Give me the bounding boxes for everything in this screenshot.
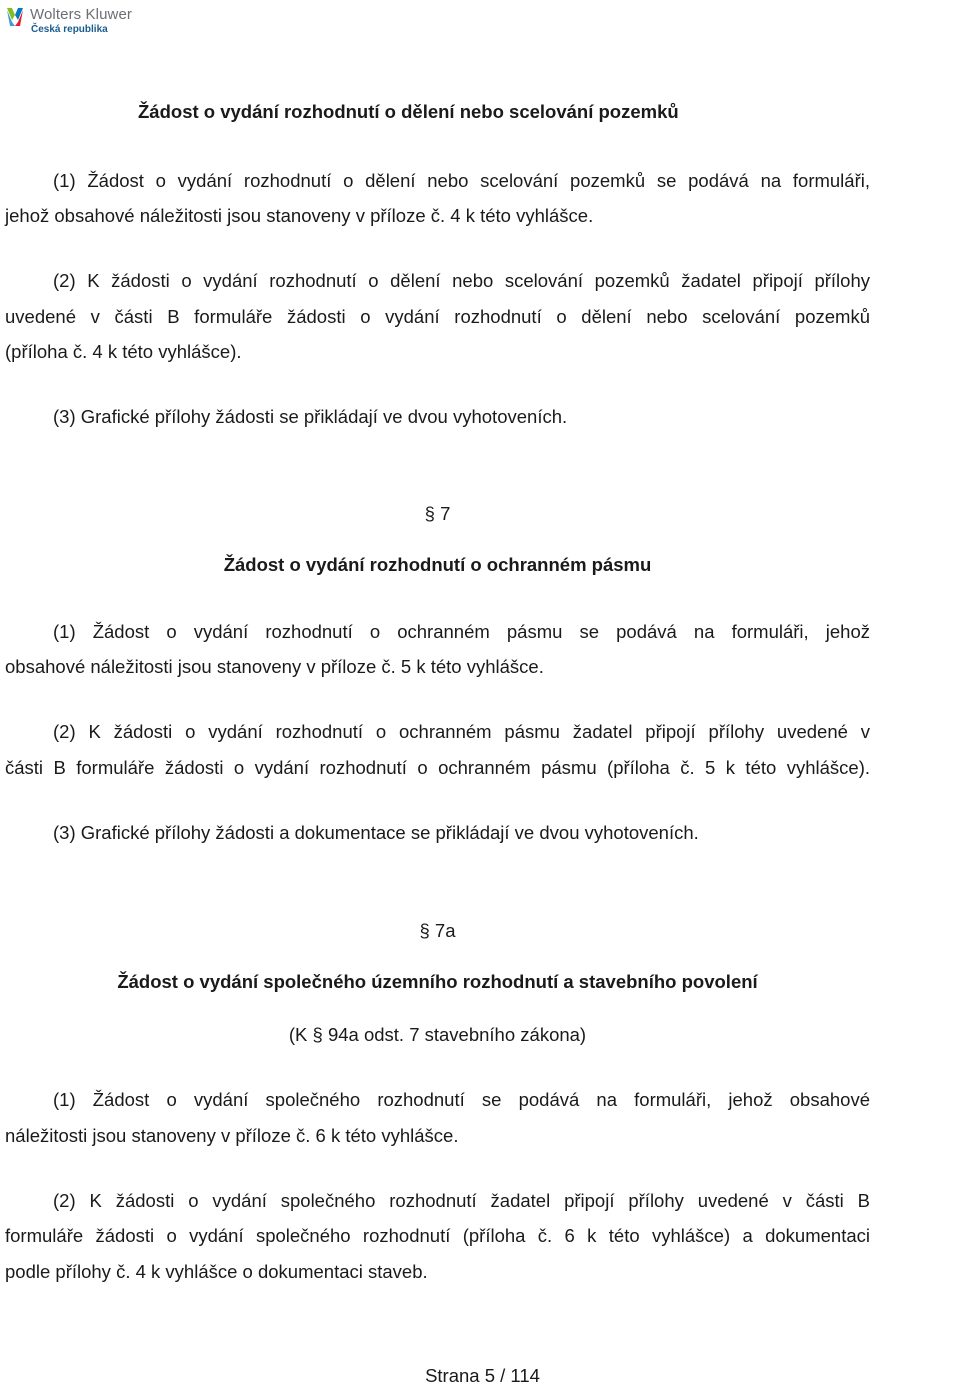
section-7a-p1-line1: (1) Žádost o vydání společného rozhodnutí se podává na formuláři, jehož obsahové (53, 1089, 870, 1110)
section-7a-number: § 7a (419, 920, 456, 941)
section-7-title: Žádost o vydání rozhodnutí o ochranném pásmu (223, 554, 652, 575)
publisher-logo (4, 4, 144, 36)
section-6-p3-line1: (3) Grafické přílohy žádosti se přikládají ve dvou vyhotoveních. (53, 406, 568, 427)
section-7-p1-line1: (1) Žádost o vydání rozhodnutí o ochranném pásmu se podává na formuláři, jehož (53, 621, 870, 642)
wolters-kluwer-logo-icon (4, 6, 26, 28)
section-7a-p2-line3: podle přílohy č. 4 k vyhlášce o dokumentaci staveb. (5, 1261, 428, 1282)
section-6-p1-line1: (1) Žádost o vydání rozhodnutí o dělení nebo scelování pozemků se podává na formuláři, (53, 170, 870, 191)
section-7a-p1-line2: náležitosti jsou stanoveny v příloze č. 6 k této vyhlášce. (5, 1125, 459, 1146)
section-7a-p2-line1: (2) K žádosti o vydání společného rozhodnutí žadatel připojí přílohy uvedené v části B (53, 1190, 870, 1211)
section-7-p1-line2: obsahové náležitosti jsou stanoveny v příloze č. 5 k této vyhlášce. (5, 656, 544, 677)
logo-name: Wolters Kluwer (30, 6, 132, 23)
section-6-title: Žádost o vydání rozhodnutí o dělení nebo scelování pozemků (138, 101, 679, 122)
section-7-p2-line2: části B formuláře žádosti o vydání rozhodnutí o ochranném pásmu (příloha č. 5 k této vyhlášce). (5, 757, 870, 778)
section-6-p2-line2: uvedené v části B formuláře žádosti o vydání rozhodnutí o dělení nebo scelování pozemků (5, 306, 870, 327)
section-6-p1-line2: jehož obsahové náležitosti jsou stanoveny v příloze č. 4 k této vyhlášce. (5, 205, 594, 226)
section-7a-p2-line2: formuláře žádosti o vydání společného rozhodnutí (příloha č. 6 k této vyhlášce) a dokumentaci (5, 1225, 870, 1246)
section-7a-reference: (K § 94a odst. 7 stavebního zákona) (288, 1024, 587, 1045)
section-7-p3-line1: (3) Grafické přílohy žádosti a dokumentace se přikládají ve dvou vyhotoveních. (53, 822, 699, 843)
section-6-p2-line1: (2) K žádosti o vydání rozhodnutí o dělení nebo scelování pozemků žadatel připojí přílohy (53, 270, 870, 291)
page-number: Strana 5 / 114 (425, 1365, 540, 1386)
section-6-p2-line3: (příloha č. 4 k této vyhlášce). (5, 341, 242, 362)
section-7-number: § 7 (424, 503, 451, 524)
section-7a-title: Žádost o vydání společného územního rozhodnutí a stavebního povolení (117, 971, 758, 992)
logo-subtitle: Česká republika (31, 24, 108, 35)
section-7-p2-line1: (2) K žádosti o vydání rozhodnutí o ochranném pásmu žadatel připojí přílohy uvedené v (53, 721, 870, 742)
